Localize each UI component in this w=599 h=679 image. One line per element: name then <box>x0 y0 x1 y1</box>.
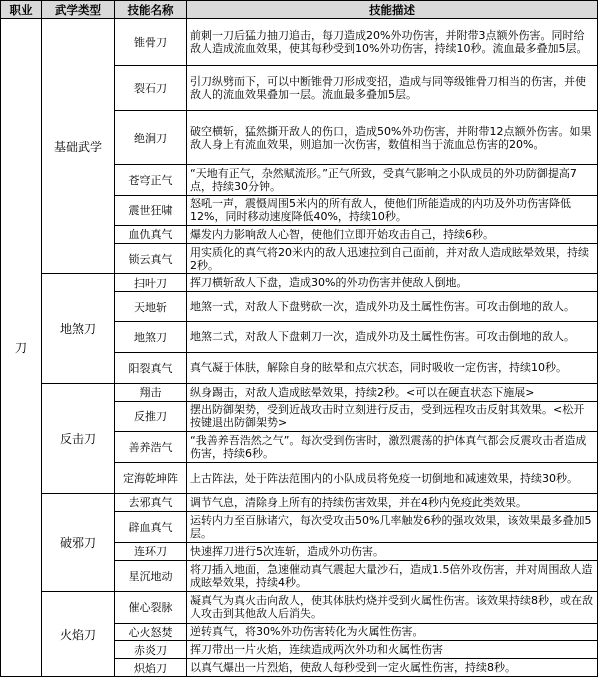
skill-name: 扫叶刀 <box>115 274 187 292</box>
skill-name: 去邪真气 <box>115 493 187 511</box>
skill-description: 逆转真气，将30%外功伤害转化为火属性伤害。 <box>187 623 598 641</box>
skill-name: 善养浩气 <box>115 432 187 463</box>
skill-description: 将刀插入地面，急速催动真气震起大量沙石，造成1.5倍外攻伤害，并对周围敌人造成眩晕效果，持续4秒。 <box>187 560 598 591</box>
skill-description: 凝真气为真火击向敌人，使其体肤灼烧并受到火属性伤害。该效果持续8秒，或在敌人攻击到其他敌人后消失。 <box>187 592 598 623</box>
header-category: 武学类型 <box>42 1 115 19</box>
skill-name: 绝涧刀 <box>115 111 187 165</box>
skill-description: 地煞一式，对敌人下盘劈砍一次，造成外功及土属性伤害。可攻击倒地的敌人。 <box>187 291 598 321</box>
skill-name: 翔击 <box>115 384 187 402</box>
skill-name: 催心裂脉 <box>115 592 187 623</box>
skill-description: “我善养吾浩然之气”。每次受到伤害时，激烈震荡的护体真气都会反震攻击者造成伤害，持续6秒。 <box>187 432 598 463</box>
skill-description: 用实质化的真气将20米内的敌人迅速拉到自己面前，并对敌人造成眩晕效果，持续2秒。 <box>187 243 598 273</box>
skill-description: 快速挥刀进行5次连斩，造成外功伤害。 <box>187 542 598 560</box>
category-cell: 地煞刀 <box>42 274 115 384</box>
profession-cell: 刀 <box>1 19 42 677</box>
skill-name: 震世狂啸 <box>115 195 187 225</box>
header-row <box>1 1 598 19</box>
skill-name: 星沉地动 <box>115 560 187 591</box>
skill-name: 反推刀 <box>115 401 187 431</box>
skill-name: 阳裂真气 <box>115 352 187 383</box>
skill-name: 赤炎刀 <box>115 641 187 659</box>
skill-description: 破空横斩，猛然撕开敌人的伤口，造成50%外功伤害，并附带12点额外伤害。如果敌人身上有流血效果，则追加一次伤害，数值相当于流血总伤害的20%。 <box>187 111 598 165</box>
category-cell: 火焰刀 <box>42 592 115 677</box>
table-row <box>1 592 598 623</box>
header-profession: 职业 <box>1 1 42 19</box>
skill-name: 炽焰刀 <box>115 659 187 677</box>
skill-name: 连环刀 <box>115 542 187 560</box>
table-row <box>1 384 598 402</box>
skill-description: 爆发内力影响敌人心智，使他们立即开始攻击自己，持续6秒。 <box>187 226 598 244</box>
skill-description: 运转内力至百脉诸穴，每次受攻击50%几率触发6秒的强攻效果，该效果最多叠加5层。 <box>187 511 598 542</box>
skill-description: 地煞二式，对敌人下盘刺刀一次，造成外功及土属性伤害。可攻击倒地的敌人。 <box>187 322 598 352</box>
skill-description: 调节气息，清除身上所有的持续伤害效果，并在4秒内免疫此类效果。 <box>187 493 598 511</box>
skill-description: 上古阵法，处于阵法范围内的小队成员将免疫一切倒地和减速效果，持续30秒。 <box>187 463 598 493</box>
skill-name: 定海乾坤阵 <box>115 463 187 493</box>
skill-name: 锁云真气 <box>115 243 187 273</box>
skill-description: 纵身踢击，对敌人造成眩晕效果，持续2秒。<可以在硬直状态下施展> <box>187 384 598 402</box>
skill-name: 天地斩 <box>115 291 187 321</box>
skill-description: 前刺一刀后猛力抽刀追击，每刀造成20%外功伤害，并附带3点额外伤害。同时给敌人造成流血效果，使其每秒受到10%外功伤害，持续10秒。流血最多叠加5层。 <box>187 19 598 66</box>
skill-name: 辟血真气 <box>115 511 187 542</box>
skill-description: 怒吼一声，震慑周围5米内的所有敌人，使他们所能造成的内功及外功伤害降低12%，同时移动速度降低40%，持续10秒。 <box>187 195 598 225</box>
skill-name: 裂石刀 <box>115 66 187 111</box>
table-row <box>1 493 598 511</box>
skill-description: 挥刀横斩敌人下盘，造成30%的外功伤害并使敌人倒地。 <box>187 274 598 292</box>
skill-description: 真气凝于体肤，解除自身的眩晕和点穴状态，同时吸收一定伤害，持续10秒。 <box>187 352 598 383</box>
skill-description: 以真气爆出一片烈焰，使敌人每秒受到一定火属性伤害，持续8秒。 <box>187 659 598 677</box>
header-skill-name: 技能名称 <box>115 1 187 19</box>
table-row <box>1 19 598 66</box>
table-row <box>1 274 598 292</box>
category-cell: 反击刀 <box>42 384 115 494</box>
skill-description: 引刀纵劈而下，可以中断锥骨刀形成变招，造成与同等级锥骨刀相当的伤害，并使敌人的流血效果叠加一层。流血最多叠加5层。 <box>187 66 598 111</box>
category-cell: 基础武学 <box>42 19 115 274</box>
skill-name: 心火怒焚 <box>115 623 187 641</box>
skill-description: 挥刀带出一片火焰，连续造成两次外功和火属性伤害 <box>187 641 598 659</box>
category-cell: 破邪刀 <box>42 493 115 591</box>
header-description: 技能描述 <box>187 1 598 19</box>
skill-name: 锥骨刀 <box>115 19 187 66</box>
skill-description: “天地有正气，杂然赋流形。”正气所致，受真气影响之小队成员的外功防御提高7点，持续30分钟。 <box>187 165 598 195</box>
skill-name: 苍穹正气 <box>115 165 187 195</box>
skill-description: 摆出防御架势，受到近战攻击时立刻进行反击，受到远程攻击反射其效果。<松开按键退出防御架势> <box>187 401 598 431</box>
skill-name: 地煞刀 <box>115 322 187 352</box>
skill-name: 血仇真气 <box>115 226 187 244</box>
